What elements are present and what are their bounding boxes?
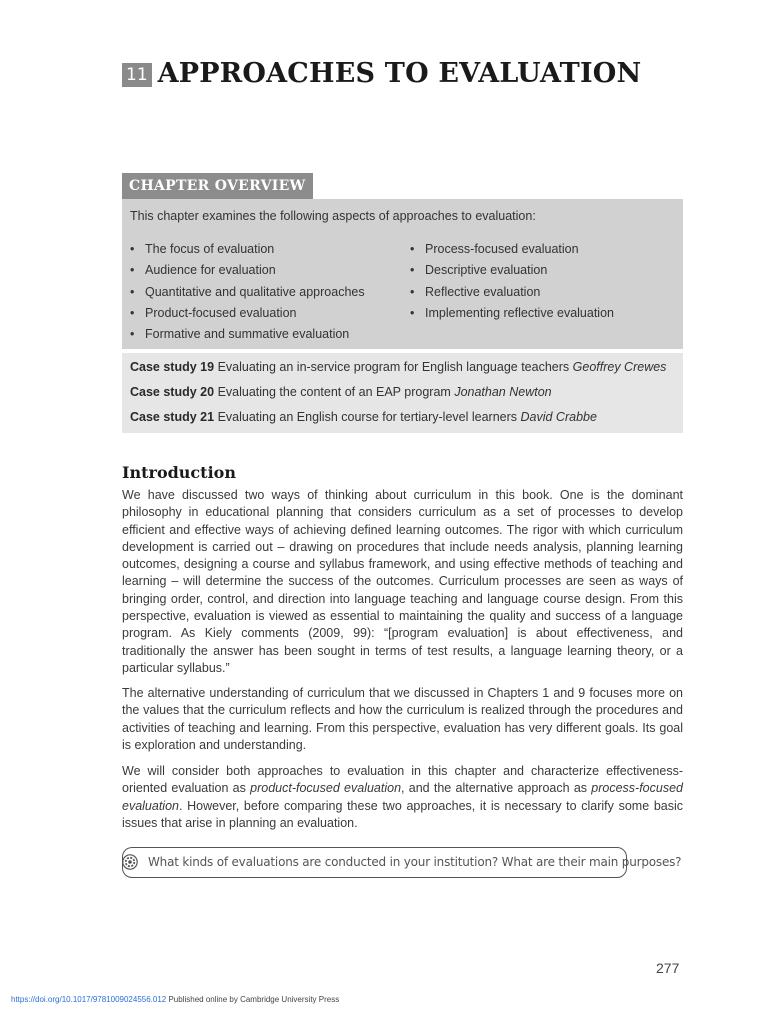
overview-item: • Reflective evaluation [410, 283, 614, 304]
overview-intro: This chapter examines the following aspects of approaches to evaluation: [130, 209, 536, 223]
overview-item: • Audience for evaluation [130, 261, 365, 282]
introduction-paragraph-3 [122, 763, 683, 832]
paragraph-text: . However, before comparing these two approaches, it is necessary to clarify some basic issues that arise in planning an evaluation. [122, 798, 683, 830]
overview-item: • Implementing reflective evaluation [410, 304, 614, 325]
overview-list-left [130, 240, 365, 346]
chapter-overview-label: CHAPTER OVERVIEW [122, 173, 313, 199]
chapter-overview-box [122, 199, 683, 349]
overview-item: • Product-focused evaluation [130, 304, 365, 325]
introduction-paragraph-1: We have discussed two ways of thinking about curriculum in this book. One is the dominant philosophy in educational planning that considers curriculum as a set of processes to develop efficient and effective ways of achieving defined learning outcomes. The rigor with which curriculum development is carried out – drawing on procedures that include needs analysis, planning learning outcomes, designing a course and syllabus framework, and using effective methods of teaching and learning – will determine the success of the outcomes. Curriculum processes are seen as ways of bringing order, control, and direction into language teaching and language course design. From this perspective, evaluation is viewed as essential to maintaining the quality and success of a language program. As Kiely comments (2009, 99): “[program evaluation] is about effectiveness, and traditionally the answer has been sought in terms of test results, a language learning theory, or a particular syllabus.” [122, 488, 683, 675]
paragraph-text: We will consider both approaches to evaluation in this chapter and characterize effectiveness-oriented evaluation as [122, 764, 683, 796]
reflection-gear-icon [122, 854, 138, 870]
chapter-number: 11 [122, 63, 152, 87]
overview-item: • Formative and summative evaluation [130, 325, 365, 346]
doi-link[interactable]: https://doi.org/10.1017/9781009024556.012 [11, 995, 167, 1004]
overview-item: • Descriptive evaluation [410, 261, 614, 282]
case-study-author: Jonathan Newton [454, 385, 552, 399]
overview-item: • The focus of evaluation [130, 240, 365, 261]
footer [11, 995, 339, 1004]
case-study-author: David Crabbe [520, 410, 597, 424]
case-study-line [130, 360, 666, 374]
case-study-title: Evaluating an in-service program for English language teachers [217, 360, 570, 374]
case-study-author: Geoffrey Crewes [572, 360, 667, 374]
emphasis-term: process-focused evaluation [122, 781, 683, 813]
case-study-line [130, 410, 597, 424]
case-study-title: Evaluating the content of an EAP program [217, 385, 451, 399]
case-study-line [130, 385, 552, 399]
paragraph-text: , and the alternative approach as [401, 781, 592, 796]
case-study-label: Case study 21 [130, 410, 215, 424]
case-studies-box [122, 353, 683, 433]
chapter-title: APPROACHES TO EVALUATION [157, 58, 642, 89]
page-number: 277 [656, 960, 680, 976]
introduction-paragraph-2: The alternative understanding of curriculum that we discussed in Chapters 1 and 9 focuses more on the values that the curriculum reflects and how the curriculum is realized through the procedures and activities of teaching and learning. From this perspective, evaluation has very different goals. Its goal is exploration and understanding. [122, 686, 683, 752]
overview-list-right [410, 240, 614, 325]
overview-item: • Quantitative and qualitative approaches [130, 283, 365, 304]
case-study-label: Case study 19 [130, 360, 215, 374]
case-study-label: Case study 20 [130, 385, 215, 399]
reflection-question-text: What kinds of evaluations are conducted in your institution? What are their main purposes? [148, 855, 682, 869]
overview-item: • Process-focused evaluation [410, 240, 614, 261]
footer-text: Published online by Cambridge University Press [166, 995, 340, 1004]
reflection-question-box [122, 847, 682, 878]
chapter-heading [122, 58, 641, 89]
introduction-heading: Introduction [122, 463, 236, 482]
emphasis-term: product-focused evaluation [250, 781, 402, 796]
case-study-title: Evaluating an English course for tertiary-level learners [217, 410, 518, 424]
